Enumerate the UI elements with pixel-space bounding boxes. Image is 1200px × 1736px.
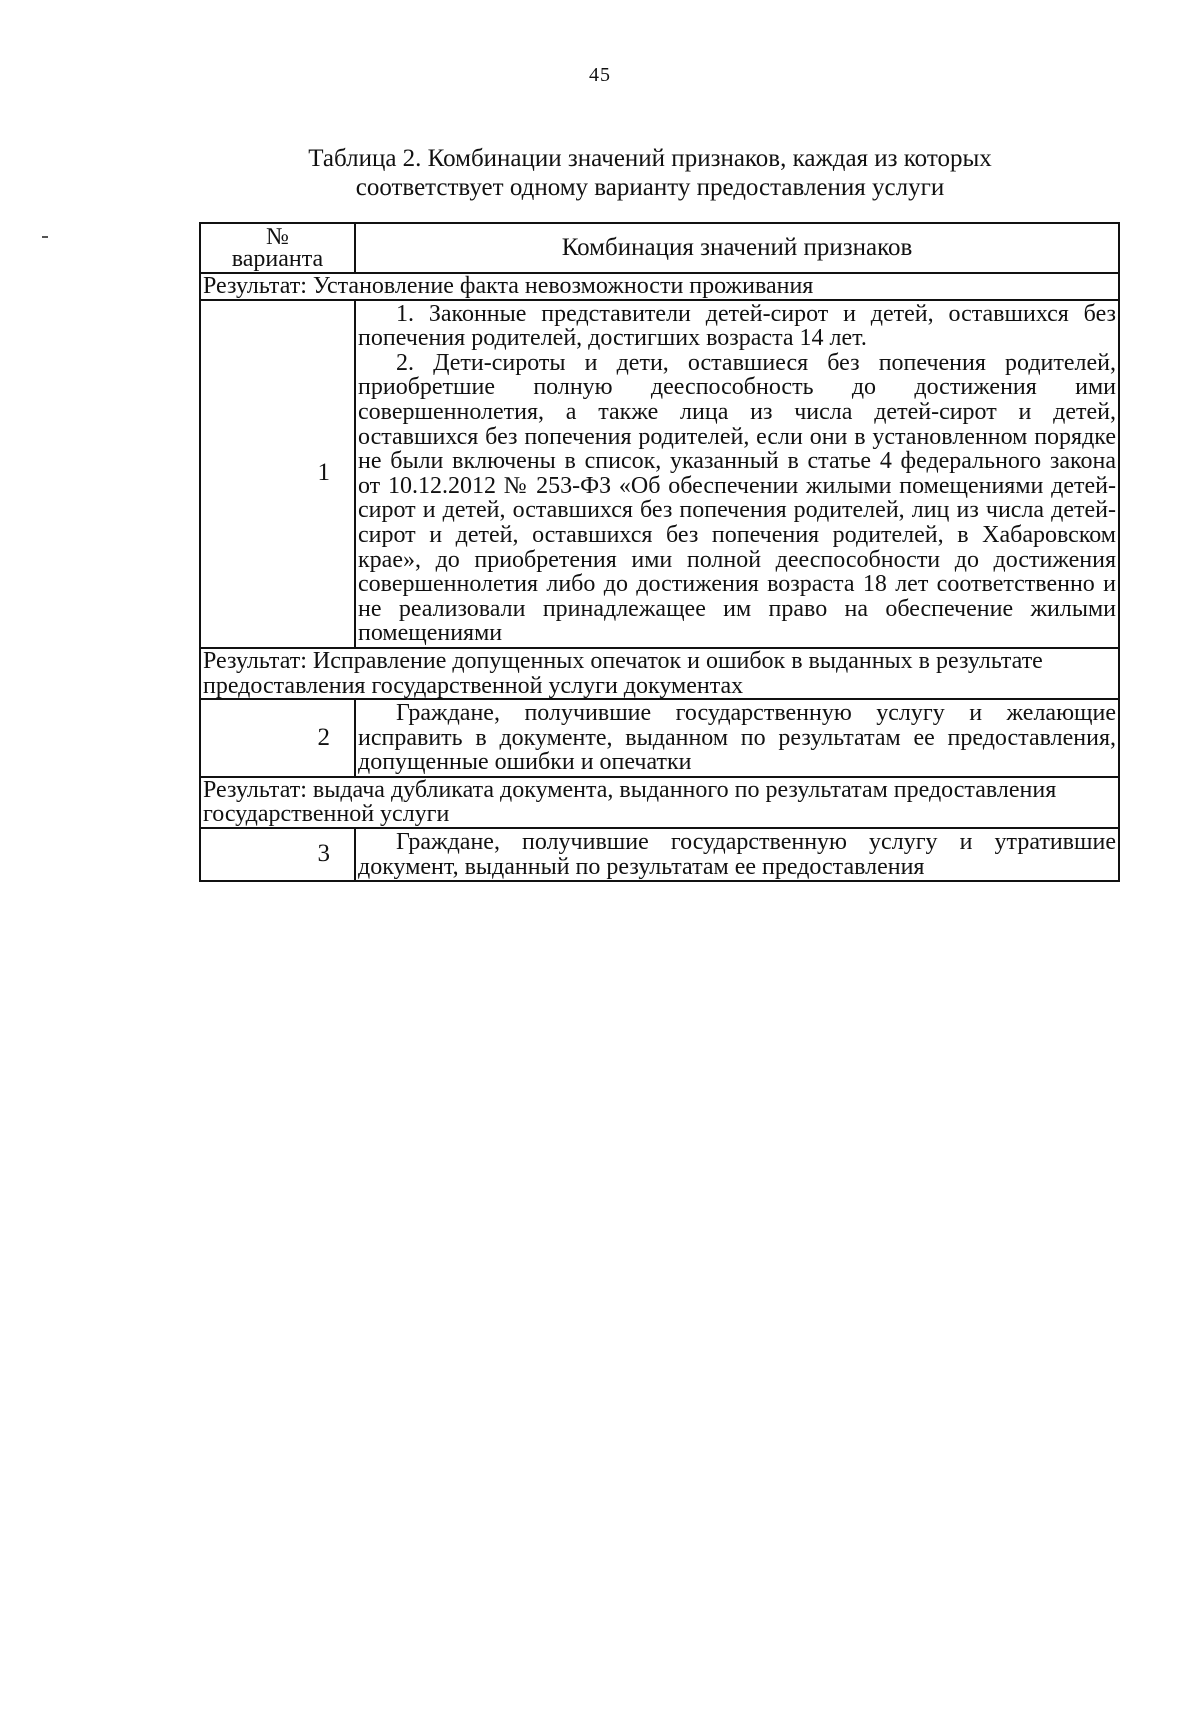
variant-row [200, 828, 1119, 881]
table-caption-line-1: Таблица 2. Комбинации значений признаков, каждая из которых [308, 145, 992, 172]
result-row [200, 648, 1119, 699]
result-label: Результат: Установление факта невозможности проживания [200, 273, 1119, 300]
header-number-word: варианта [231, 246, 324, 272]
variant-number: 1 [200, 300, 355, 648]
variant-number: 2 [200, 699, 355, 777]
criteria-paragraph: Граждане, получившие государственную услугу и утратившие документ, выданный по результатам ее предоставления [358, 829, 1116, 880]
header-combination: Комбинация значений признаков [355, 223, 1119, 273]
criteria-paragraph: 1. Законные представители детей-сирот и детей, оставшихся без попечения родителей, достигших возраста 14 лет. [358, 300, 1116, 352]
result-label: Результат: Исправление допущенных опечаток и ошибок в выданных в результате предоставления государственной услуги документах [200, 648, 1119, 699]
result-row [200, 777, 1119, 828]
variant-criteria [355, 828, 1119, 881]
variants-table [199, 222, 1120, 882]
criteria-paragraph: 2. Дети-сироты и дети, оставшиеся без попечения родителей, приобретшие полную дееспособность до достижения ими совершеннолетия, а также лица из числа детей-сирот и детей, оставшихся без попечения родителей, если они в установленном порядке не были включены в список, указанный в статье 4 федерального закона от 10.12.2012 № 253-ФЗ «Об обеспечении жилыми помещениями детей-сирот и детей, оставшихся без попечения родителей, лиц из числа детей-сирот и детей, оставшихся без попечения родителей, в Хабаровском крае», до приобретения ими полной дееспособности до достижения совершеннолетия либо до достижения возраста 18 лет соответственно и не реализовали принадлежащее им право на обеспечение жилыми помещениями [358, 349, 1116, 647]
result-label: Результат: выдача дубликата документа, выданного по результатам предоставления государственной услуги [200, 777, 1119, 828]
table-caption-line-2: соответствует одному варианту предоставления услуги [355, 174, 945, 201]
variant-criteria [355, 300, 1119, 648]
variant-number: 3 [200, 828, 355, 881]
variant-row [200, 300, 1119, 648]
variant-criteria [355, 699, 1119, 777]
criteria-paragraph: Граждане, получившие государственную услугу и желающие исправить в документе, выданном по результатам ее предоставления, допущенные ошибки и опечатки [358, 700, 1116, 776]
table-caption [200, 144, 1100, 202]
header-number-sign: № [266, 224, 289, 250]
page-number: 45 [589, 64, 611, 86]
header-variant-number [200, 223, 355, 273]
scan-mark [42, 236, 48, 238]
result-row [200, 273, 1119, 300]
variant-row [200, 699, 1119, 777]
table-header-row [200, 223, 1119, 273]
